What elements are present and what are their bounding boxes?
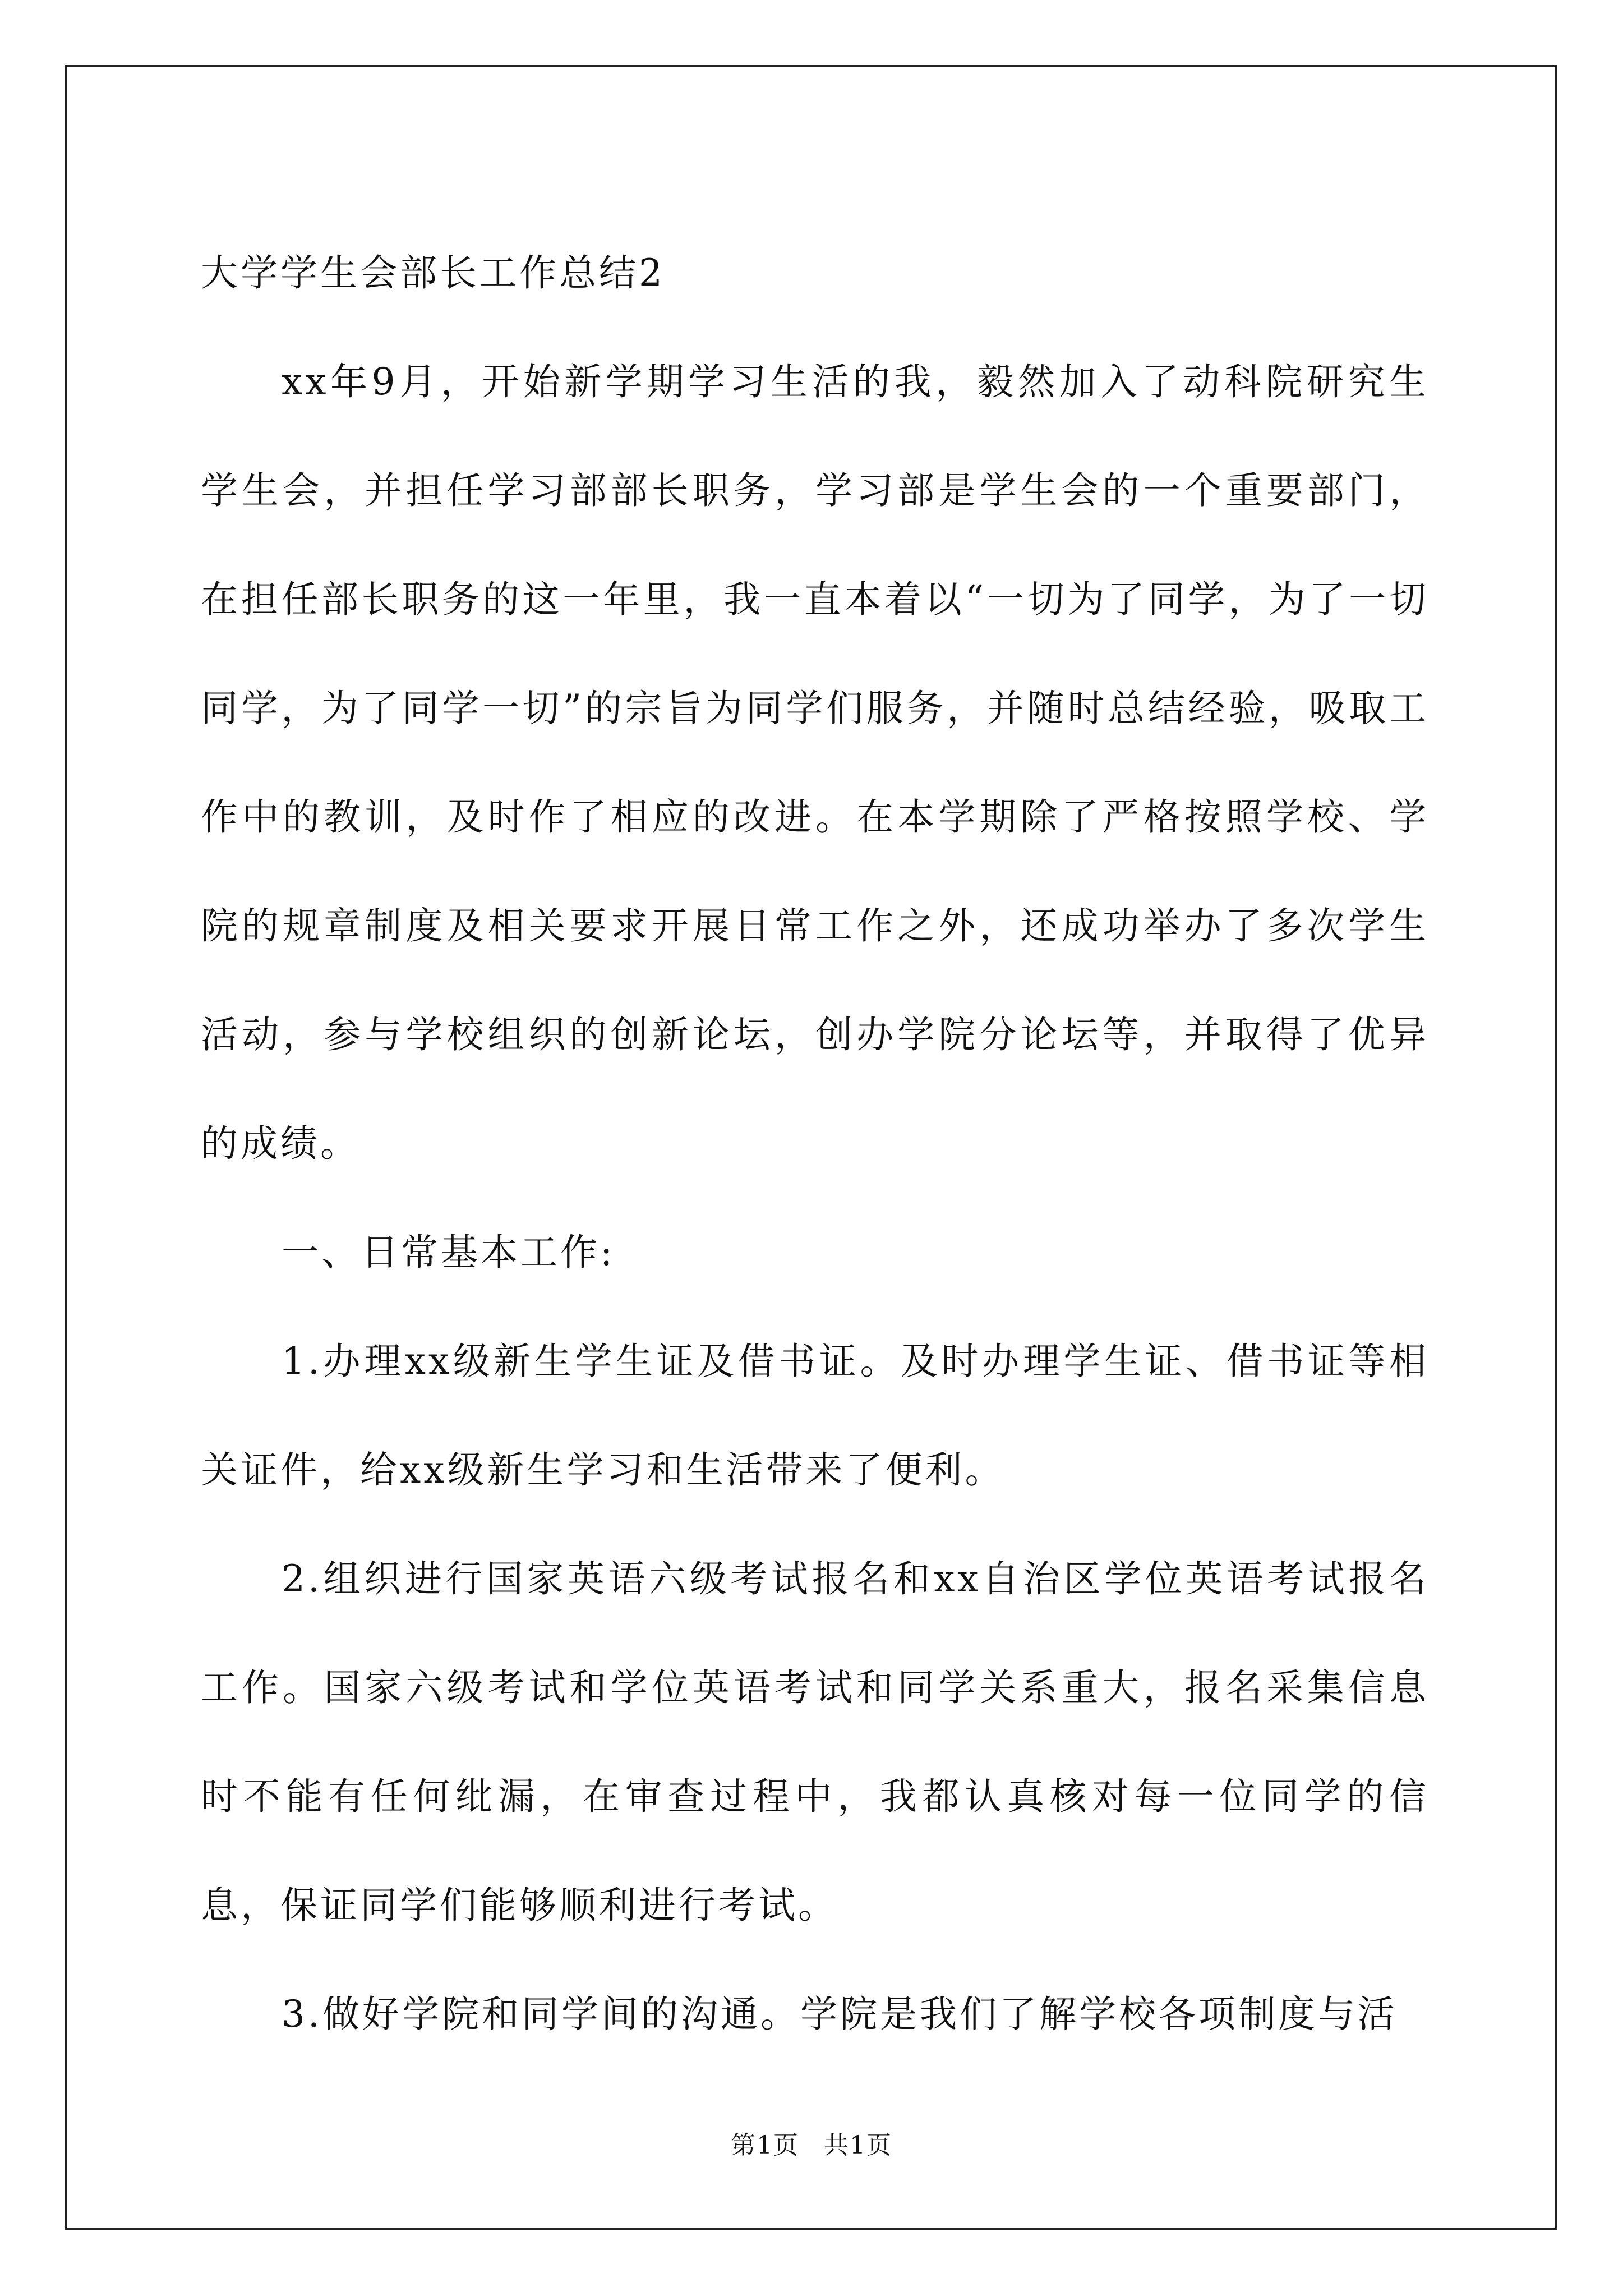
paragraph-intro: xx年9月，开始新学期学习生活的我，毅然加入了动科院研究生学生会，并担任学习部部长职务，学习部是学生会的一个重要部门，在担任部长职务的这一年里，我一直本着以“一切为了同学，为了一切同学，为了同学一切”的宗旨为同学们服务，并随时总结经验，吸取工作中的教训，及时作了相应的改进。在本学期除了严格按照学校、学院的规章制度及相关要求开展日常工作之外，还成功举办了多次学生活动，参与学校组织的创新论坛，创办学院分论坛等，并取得了优异的成绩。 (201, 360, 1429, 1165)
paragraph-item-2: 2.组织进行国家英语六级考试报名和xx自治区学位英语考试报名工作。国家六级考试和学位英语考试和同学关系重大，报名采集信息时不能有任何纰漏，在审查过程中，我都认真核对每一位同学的信息，保证同学们能够顺利进行考试。 (201, 1557, 1429, 1927)
section-heading-daily-work: 一、日常基本工作: (282, 1231, 616, 1274)
page-footer (0, 2125, 1623, 2161)
document-body (201, 219, 1429, 2069)
paragraph-item-3: 3.做好学院和同学间的沟通。学院是我们了解学校各项制度与活 (282, 1993, 1398, 2036)
page-number: 第1页 (731, 2131, 799, 2160)
document-title: 大学学生会部长工作总结2 (201, 251, 665, 295)
page-total: 共1页 (824, 2131, 892, 2160)
paragraph-item-1: 1.办理xx级新生学生证及借书证。及时办理学生证、借书证等相关证件，给xx级新生学习和生活带来了便利。 (201, 1340, 1429, 1492)
